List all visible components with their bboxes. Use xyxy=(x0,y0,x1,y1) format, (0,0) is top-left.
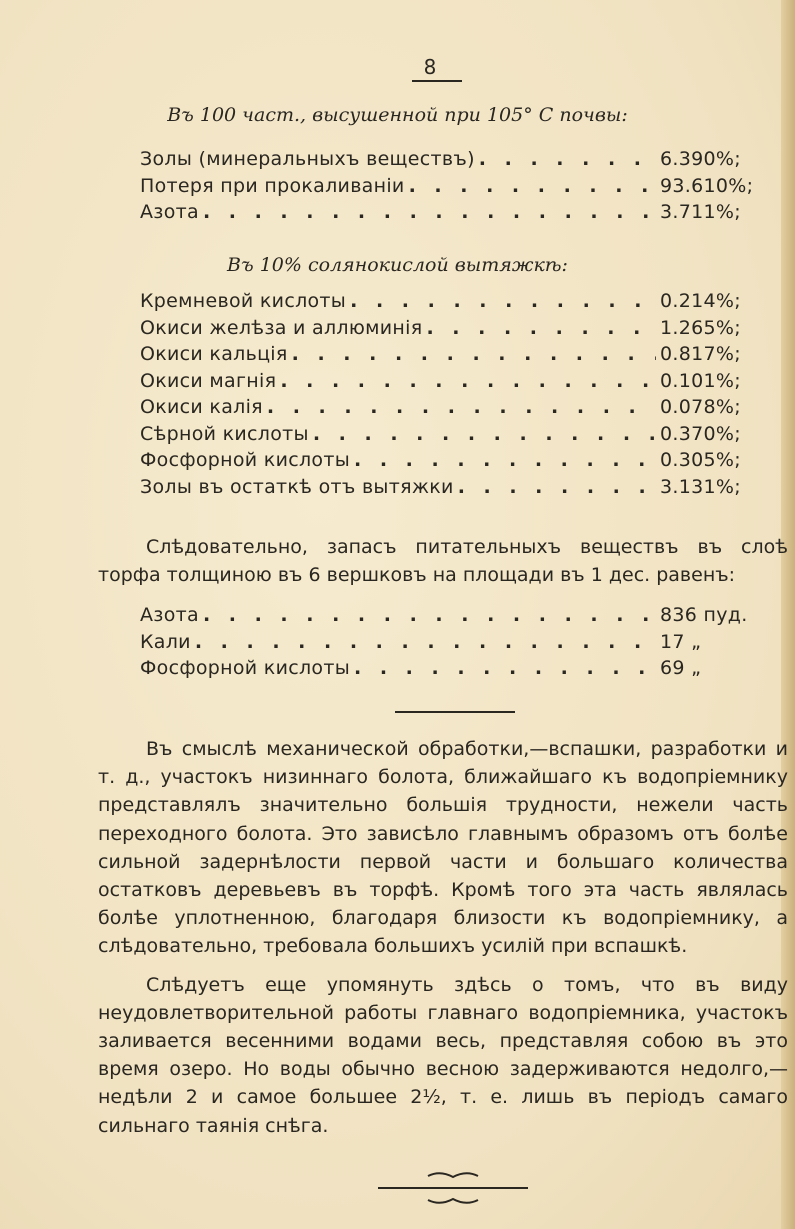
section1-heading: Въ 100 част., высушенной при 105° С почвы: xyxy=(167,104,628,126)
section3-table xyxy=(140,604,770,684)
row-value: 0.817%; xyxy=(660,343,741,365)
table-row xyxy=(140,290,770,317)
table-row xyxy=(140,423,770,450)
table-row xyxy=(140,476,770,503)
page-number: 8 xyxy=(423,55,437,79)
dot-leader xyxy=(426,317,656,339)
table-row xyxy=(140,317,770,344)
row-label: Окиси калія xyxy=(140,396,263,418)
dot-leader xyxy=(292,343,656,365)
row-label: Окиси кальція xyxy=(140,343,288,365)
row-value: 3.711%; xyxy=(660,201,741,223)
table-row xyxy=(140,175,770,202)
section2-heading: Въ 10% солянокислой вытяжкѣ: xyxy=(227,254,568,276)
row-value: 0.214%; xyxy=(660,290,741,312)
dot-leader xyxy=(409,175,656,197)
body-text xyxy=(98,735,788,1140)
row-label: Окиси желѣза и аллюминія xyxy=(140,316,423,339)
dot-leader xyxy=(458,476,656,498)
row-label: Золы въ остаткѣ отъ вытяжки xyxy=(140,475,454,498)
row-label: Азота xyxy=(140,201,199,223)
dot-leader xyxy=(354,449,656,471)
row-value: 0.078%; xyxy=(660,396,741,418)
dot-leader xyxy=(195,631,656,653)
table-row xyxy=(140,343,770,370)
table-row xyxy=(140,370,770,397)
table-row xyxy=(140,148,770,175)
row-label: Сѣрной кислоты xyxy=(140,422,309,445)
section2-table xyxy=(140,290,770,502)
row-value: 0.101%; xyxy=(660,369,741,392)
row-value: 69 „ xyxy=(660,657,702,679)
dot-leader xyxy=(267,396,656,418)
table-row xyxy=(140,449,770,476)
row-value: 17 „ xyxy=(660,630,702,653)
table-row xyxy=(140,657,770,684)
dot-leader xyxy=(280,370,656,392)
row-value: 6.390%; xyxy=(660,148,741,170)
end-ornament-icon xyxy=(378,1168,528,1208)
dot-leader xyxy=(350,290,656,312)
dot-leader xyxy=(203,201,656,223)
row-label: Потеря при прокаливаніи xyxy=(140,174,405,197)
table-row xyxy=(140,201,770,228)
page-number-underline xyxy=(412,80,462,82)
dot-leader xyxy=(354,657,656,679)
row-label: Окиси магнія xyxy=(140,369,277,392)
row-value: 1.265%; xyxy=(660,316,741,339)
row-label: Кали xyxy=(140,630,191,653)
table-row xyxy=(140,631,770,658)
paragraph: Слѣдуетъ еще упомянуть здѣсь о томъ, что въ виду неудовлетворительной работы главнаго водопріемника, участокъ заливается весенними водами весь, представляя собою въ это время озеро. Но воды обычно весною задерживаются недолго,— недѣли 2 и самое большее 2½, т. е. лишь въ періодъ самаго сильнаго таянія снѣга. xyxy=(98,973,788,1137)
dot-leader xyxy=(203,604,656,626)
table-row xyxy=(140,396,770,423)
row-label: Кремневой кислоты xyxy=(140,290,347,312)
row-value: 0.305%; xyxy=(660,449,741,471)
section-divider xyxy=(395,711,515,713)
row-label: Фосфорной кислоты xyxy=(140,449,350,471)
summary-paragraph xyxy=(98,533,788,589)
row-value: 93.610%; xyxy=(660,174,754,197)
row-value: 3.131%; xyxy=(660,475,741,498)
table-row xyxy=(140,604,770,631)
section1-table xyxy=(140,148,770,228)
dot-leader xyxy=(479,148,656,170)
row-label: Азота xyxy=(140,604,199,626)
row-value: 0.370%; xyxy=(660,422,741,445)
row-value: 836 пуд. xyxy=(660,604,748,626)
row-label: Золы (минеральныхъ веществъ) xyxy=(140,148,475,170)
paragraph: Въ смыслѣ механической обработки,—вспашки, разработки и т. д., участокъ низиннаго болота, ближайшаго къ водопріемнику представлялъ значительно большія трудности, нежели часть переходного болота. Это зависѣло главнымъ образомъ отъ болѣе сильной задернѣлости первой части и большаго количества остатковъ деревьевъ въ торфѣ. Кромѣ того эта часть являлась болѣе уплотненною, благодаря близости къ водопріемнику, а слѣдовательно, требовала большихъ усилій при вспашкѣ. xyxy=(98,738,788,958)
dot-leader xyxy=(313,423,656,445)
row-label: Фосфорной кислоты xyxy=(140,657,350,679)
summary-text: Слѣдовательно, запасъ питательныхъ веществъ въ слоѣ торфа толщиною въ 6 вершковъ на площади въ 1 дес. равенъ: xyxy=(98,536,788,587)
